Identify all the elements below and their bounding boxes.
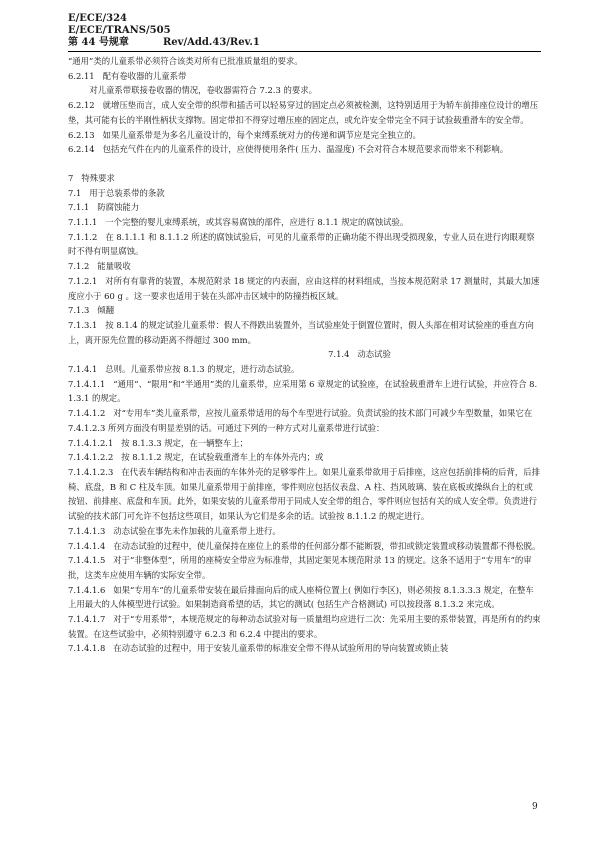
paragraph: 7.1.1.1 一个完整的婴儿束缚系统，或其容易腐蚀的部件，应进行 8.1.1 规定的腐蚀试验。 (68, 217, 409, 228)
regulation-number: 第 44 号规章 (68, 37, 129, 48)
paragraph: 7.1.4.1.5 对于“非整体型”，所用的座椅安全带应为标准带，其固定架见本规范附录 13 的规定。这条不适用于“专用车”的审批，这类车应使用车辆的实际安全带。 (68, 555, 532, 580)
document-symbol-2: E/ECE/TRANS/505 (68, 25, 171, 36)
paragraph: 7.1.4.1.4 在动态试验的过程中，使儿童保持在座位上的系带的任何部分都不能断裂，带扣或锁定装置或移动装置都不得松脱。 (68, 540, 541, 551)
paragraph: 6.2.13 如果儿童系带是为多名儿童设计的，每个束缚系统对力的传递和调节应是完全独立的。 (68, 129, 421, 140)
section-heading: 6.2.11 配有卷收器的儿童系带 (68, 70, 187, 81)
document-body (68, 54, 541, 656)
paragraph: 对儿童系带联接卷收器的情况，卷收器需符合 7.2.3 的要求。 (68, 85, 317, 96)
section-heading: 7.1 用于总装系带的条款 (68, 187, 165, 198)
spacer (68, 157, 541, 171)
document-header (68, 13, 548, 49)
paragraph: 7.1.4.1.6 如果“专用车”的儿童系带安装在最后排面向后的成人座椅位置上( 例如行李区)，则必须按 8.1.3.3.3 规定，在整车上用最大的人体模型进行试验。如果制造商希望的话，其它的测试( 包括生产合格测试) 可以按段落 8.1.3.2 来完成。 (68, 584, 534, 610)
paragraph: 7.1.2.1 对所有有靠背的装置，本规范附录 18 规定的内表面，应由这样的材料组成，当按本规范附录 17 测量时，其最大加速度应小于 60 g 。这一要求也适用于装在头部冲击区域中的防撞挡板区域。 (68, 275, 540, 301)
regulation-line (68, 37, 548, 49)
document-symbol-1: E/ECE/324 (68, 13, 128, 24)
section-heading: 7.1.2 能量吸收 (68, 261, 131, 272)
section-heading: 7 特殊要求 (68, 172, 115, 183)
section-heading: 7.1.3 倾翻 (68, 305, 115, 316)
paragraph: 6.2.14 包括充气件在内的儿童系件的设计，应使得使用条件( 压力、温湿度) 不会对符合本规范要求而带来不利影响。 (68, 144, 509, 155)
page-number: 9 (532, 802, 538, 812)
revision-label: Rev/Add.43/Rev.1 (163, 37, 260, 48)
paragraph: 6.2.12 就增压垫而言，成人安全带的织带和插舌可以轻易穿过的固定点必须被检测，这特别适用于为轿车前排座位设计的增压垫，其可能有长的半刚性柄状支撑物。固定带扣不得穿过增压座的固定点，或允许安全带完全不同于试验载重滑车的安全带。 (68, 100, 539, 125)
header-rule (68, 51, 541, 52)
paragraph: 7.1.4.1.3 动态试验在事先未作加载的儿童系带上进行。 (68, 525, 281, 536)
paragraph: 7.1.3.1 按 8.1.4 的规定试验儿童系带：假人不得跌出装置外，当试验座处于倒置位置时，假人头部在相对试验座的垂直方向上，离开原先位置的移动距离不得超过 300 mm。 (68, 319, 534, 345)
paragraph: 7.1.4.1 总则。儿童系带应按 8.1.3 的规定，进行动态试验。 (68, 364, 300, 375)
paragraph: 7.1.4.1.2.1 按 8.1.3.3 规定，在一辆整车上； (68, 437, 249, 448)
paragraph: 7.1.1.2 在 8.1.1.1 和 8.1.1.2 所述的腐蚀试验后，可见的儿童系带的正确功能不得出现受损现象，专业人员在进行肉眼观察时不得有明显腐蚀。 (68, 231, 535, 257)
paragraph: 7.1.4.1.2.2 按 8.1.1.2 规定，在试验载重滑车上的车体外壳内；或 (68, 452, 324, 463)
paragraph: 7.1.4.1.8 在动态试验的过程中，用于安装儿童系带的标准安全带不得从试验所用的导向装置或锁止装 (68, 643, 449, 654)
paragraph: 7.1.4.1.1 “通用”、“限用”和“半通用”类的儿童系带，应采用第 6 章规定的试验座，在试验载重滑车上进行试验，并应符合 8.1.3.1 的规定。 (68, 378, 538, 404)
paragraph: “通用”类的儿童系带必须符合该类对所有已批准质量组的要求。 (68, 56, 303, 66)
paragraph: 7.1.4.1.2 对“专用车”类儿童系带，应按儿童系带适用的每个车型进行试验。负责试验的技术部门可减少车型数量，如果它在 7.4.1.2.3 所列方面没有明显差别的话。可通过下列的一种方式对儿童系带进行试验： (68, 408, 535, 433)
paragraph: 7.1.4.1.7 对于“专用系带”，本规范规定的每种动态试验对每一质量组均应进行二次：先采用主要的系带装置，再是所有的约束装置。在这些试验中，必须特别遵守 6.2.3 和 6.2.4 中提出的要求。 (68, 614, 541, 639)
paragraph: 7.1.4.1.2.3 在代表车辆结构和冲击表面的车体外壳的足够零件上。如果儿童系带欲用于后排座，这应包括前排椅的后背，后排椅、底盘，B 和 C 柱及车顶。如果儿童系带用于前排座，零件则应包括仪表盘、A 柱、挡风玻璃、装在底板或操纵台上的杠或按钮、前排座、底盘和车顶。此外，如果安装的儿童系带用于同成人安全带的组合，零件则应包括有关的成人安全带。负责进行试验的技术部门可允许不包括这些项目，如果认为它们是多余的话。试验按 8.1.1.2 的规定进行。 (68, 466, 541, 522)
section-heading: 7.1.4 动态试验 (328, 349, 391, 360)
section-heading: 7.1.1 防腐蚀能力 (68, 202, 140, 213)
